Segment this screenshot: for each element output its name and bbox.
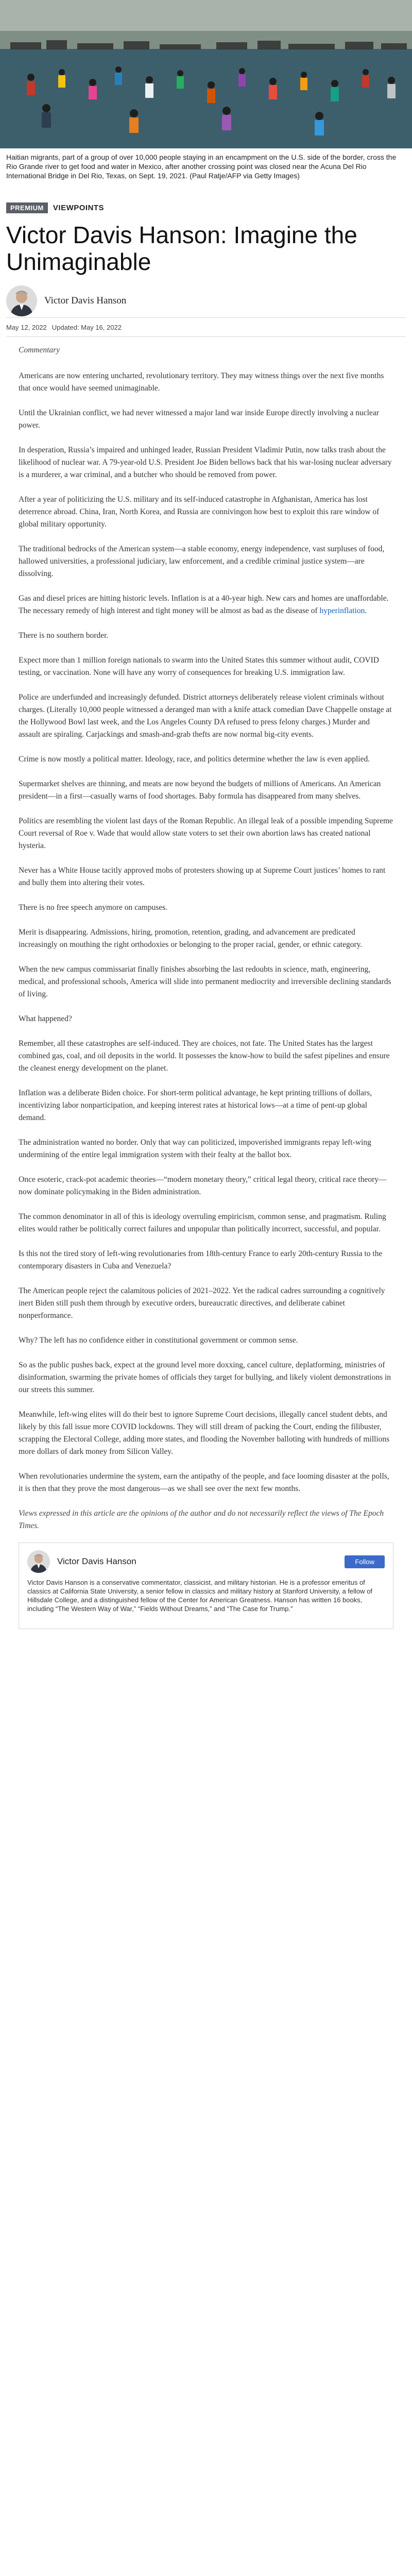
bio-header <box>27 1550 385 1573</box>
article-tags <box>6 201 406 214</box>
paragraph: Merit is disappearing. Admissions, hiring, promotion, retention, grading, and advancement are predicated increasingly on mouthing the right orthodoxies or belonging to the proper racial, gender, or ethnic category. <box>19 928 363 949</box>
author-portrait-icon <box>6 285 37 316</box>
paragraph: The traditional bedrocks of the American system—a stable economy, energy independence, vast surpluses of food, hallowed universities, a professional judiciary, law enforcement, and a credible criminal justice system—are dissolving. <box>19 545 385 578</box>
paragraph: Until the Ukrainian conflict, we had never witnessed a major land war inside Europe directly involving a nuclear power. <box>19 409 379 430</box>
paragraph: So as the public pushes back, expect at the ground level more doxxing, cancel culture, deplatforming, ministries of disinformation, swarming the private homes of officials they target for bullying, and likely violent demonstrations in our streets this summer. <box>19 1361 391 1394</box>
paragraph: Once esoteric, crack-pot academic theories—“modern monetary theory,” critical legal theory, critical race theory—now dominate policymaking in the Biden administration. <box>19 1175 387 1196</box>
article-body <box>19 344 393 1532</box>
hyperinflation-link[interactable]: hyperinflation <box>319 606 365 615</box>
paragraph: Crime is now mostly a political matter. Ideology, race, and politics determine whether the law is even applied. <box>19 755 370 764</box>
author-portrait-icon <box>27 1550 50 1573</box>
section-link[interactable]: VIEWPOINTS <box>53 203 105 212</box>
follow-button[interactable]: Follow <box>345 1555 385 1568</box>
paragraph: When revolutionaries undermine the system, earn the antipathy of the people, and face looming disaster at the polls, it is then that they prove the most dangerous—as we shall see over the next few months. <box>19 1472 389 1493</box>
paragraph: When the new campus commissariat finally finishes absorbing the last redoubts in science, math, engineering, medical, and professional schools, America will slide into permanent mediocrity and irreversible declining standards of living. <box>19 965 391 998</box>
author-avatar[interactable] <box>6 285 37 316</box>
author-name[interactable]: Victor Davis Hanson <box>44 295 127 306</box>
paragraph: The administration wanted no border. Only that way can politicized, impoverished immigrants repay left-wing undermining of the entire legal immigration system with their fealty at the ballot box. <box>19 1138 371 1159</box>
paragraph: The common denominator in all of this is ideology overruling empiricism, common sense, and pragmatism. Ruling elites would rather be politically correct failures and unpopular than politically incorrect, successful, and popular. <box>19 1212 386 1233</box>
paragraph: Expect more than 1 million foreign nationals to swarm into the United States this summer without audit, COVID testing, or vaccination. None will have any worry of consequences for breaking U.S. immigration law. <box>19 656 379 677</box>
paragraph-end: . <box>365 606 367 615</box>
image-caption: Haitian migrants, part of a group of over 10,000 people staying in an encampment on the U.S. side of the border, cross the Rio Grande river to get food and water in Mexico, after another crossing point was closed near the Acuna Del Rio International Bridge in Del Rio, Texas, on Sept. 19, 2021. (Paul Ratje/AFP via Getty Images) <box>6 153 397 180</box>
paragraph: Why? The left has no confidence either in constitutional government or common sense. <box>19 1336 298 1345</box>
paragraph: Americans are now entering uncharted, revolutionary territory. They may witness things over the next five months that once would have seemed unimaginable. <box>19 371 384 393</box>
bio-text: Victor Davis Hanson is a conservative commentator, classicist, and military historian. He is a professor emeritus of classics at California State University, a senior fellow in classics and military history at Stanford University, a fellow of Hillsdale College, and a distinguished fellow of the Center for American Greatness. Hanson has written 16 books, including “The Western Way of War,” “Fields Without Dreams,” and “The Case for Trump.” <box>27 1579 372 1613</box>
paragraph: The American people reject the calamitous policies of 2021–2022. Yet the radical cadres surrounding a cognitively inert Biden still push them through by executive orders, bureaucratic directives, and deliberate cabinet nonperformance. <box>19 1286 385 1320</box>
published-date: May 12, 2022 <box>6 323 47 331</box>
paragraph: Supermarket shelves are thinning, and meats are now beyond the budgets of millions of Americans. An American president—in a first—casually warns of food shortages. Baby formula has disappeared from many shelves. <box>19 779 381 801</box>
bio-author-name[interactable]: Victor Davis Hanson <box>57 1556 136 1566</box>
article-kicker: Commentary <box>19 346 60 354</box>
paragraph: Meanwhile, left-wing elites will do their best to ignore Supreme Court decisions, illegally cancel student debts, and likely by this fall issue more COVID lockdowns. They will still dream of packing the Court, ending the filibuster, scrapping the Electoral College, adding more states, and flooding the November balloting with hundreds of millions more dollars of dark money from Silicon Valley. <box>19 1410 390 1456</box>
paragraph: There is no southern border. <box>19 631 109 640</box>
hero-photo-illustration <box>0 0 412 148</box>
paragraph: Is this not the tired story of left-wing revolutionaries from 18th-century France to early 20th-century Russia to the contemporary disasters in Cuba and Venezuela? <box>19 1249 383 1270</box>
paragraph-text: Gas and diesel prices are hitting historic levels. Inflation is at a 40-year high. New cars and homes are unaffordable. The necessary remedy of high interest and tight money will be almost as bad as the disease of <box>19 594 389 615</box>
paragraph: Never has a White House tacitly approved mobs of protesters showing up at Supreme Court justices’ homes to rant and bully them into altering their votes. <box>19 866 386 887</box>
article-headline: Victor Davis Hanson: Imagine the Unimaginable <box>6 222 357 275</box>
paragraph: There is no free speech anymore on campuses. <box>19 903 168 912</box>
author-byline[interactable] <box>6 284 406 317</box>
paragraph: What happened? <box>19 1014 72 1023</box>
paragraph: After a year of politicizing the U.S. military and its self-induced catastrophe in Afghanistan, America has lost deterrence abroad. China, Iran, North Korea, and Russia are connivingon how best to exploit this rare window of global military opportunity. <box>19 495 380 529</box>
paragraph: Police are underfunded and increasingly defunded. District attorneys deliberately release violent criminals without charges. (Literally 10,000 people witnessed a deranged man with a knife attack comedian Dave Chappelle onstage at the Hollywood Bowl last week, and the Los Angeles County DA refused to press felony charges.) Murder and assault are spiraling. Carjackings and smash-and-grab thefts are now normal big-city events. <box>19 693 392 739</box>
bio-avatar[interactable] <box>27 1550 50 1573</box>
paragraph: Politics are resembling the violent last days of the Roman Republic. An illegal leak of a possible impending Supreme Court reversal of Roe v. Wade that would allow state voters to set their own abortion laws has created national hysteria. <box>19 817 393 850</box>
paragraph: In desperation, Russia’s impaired and unhinged leader, Russian President Vladimir Putin, now talks trash about the likelihood of nuclear war. A 79-year-old U.S. President Joe Biden bellows back that his war-losing nuclear adversary is a murderer, a war criminal, and a butcher who should be removed from power. <box>19 446 392 479</box>
opinion-disclaimer: Views expressed in this article are the opinions of the author and do not necessarily reflect the views of The Epoch Times. <box>19 1509 384 1530</box>
paragraph: Inflation was a deliberate Biden choice. For short-term political advantage, he kept printing trillions of dollars, incentivizing labor nonparticipation, and keeping interest rates at historical lows—at a time of pent-up global demand. <box>19 1089 372 1122</box>
publish-dates <box>6 318 406 336</box>
paragraph: Remember, all these catastrophes are self-induced. They are choices, not fate. The United States has the largest combined gas, coal, and oil deposits in the world. It possesses the know-how to build the safest pipelines and ensure the cleanest energy development on the planet. <box>19 1039 390 1073</box>
hero-image <box>0 0 412 148</box>
paragraph-with-link <box>19 592 393 617</box>
divider <box>6 336 406 337</box>
author-bio-card <box>19 1543 393 1629</box>
updated-date: Updated: May 16, 2022 <box>52 323 122 331</box>
premium-badge: PREMIUM <box>6 202 48 213</box>
